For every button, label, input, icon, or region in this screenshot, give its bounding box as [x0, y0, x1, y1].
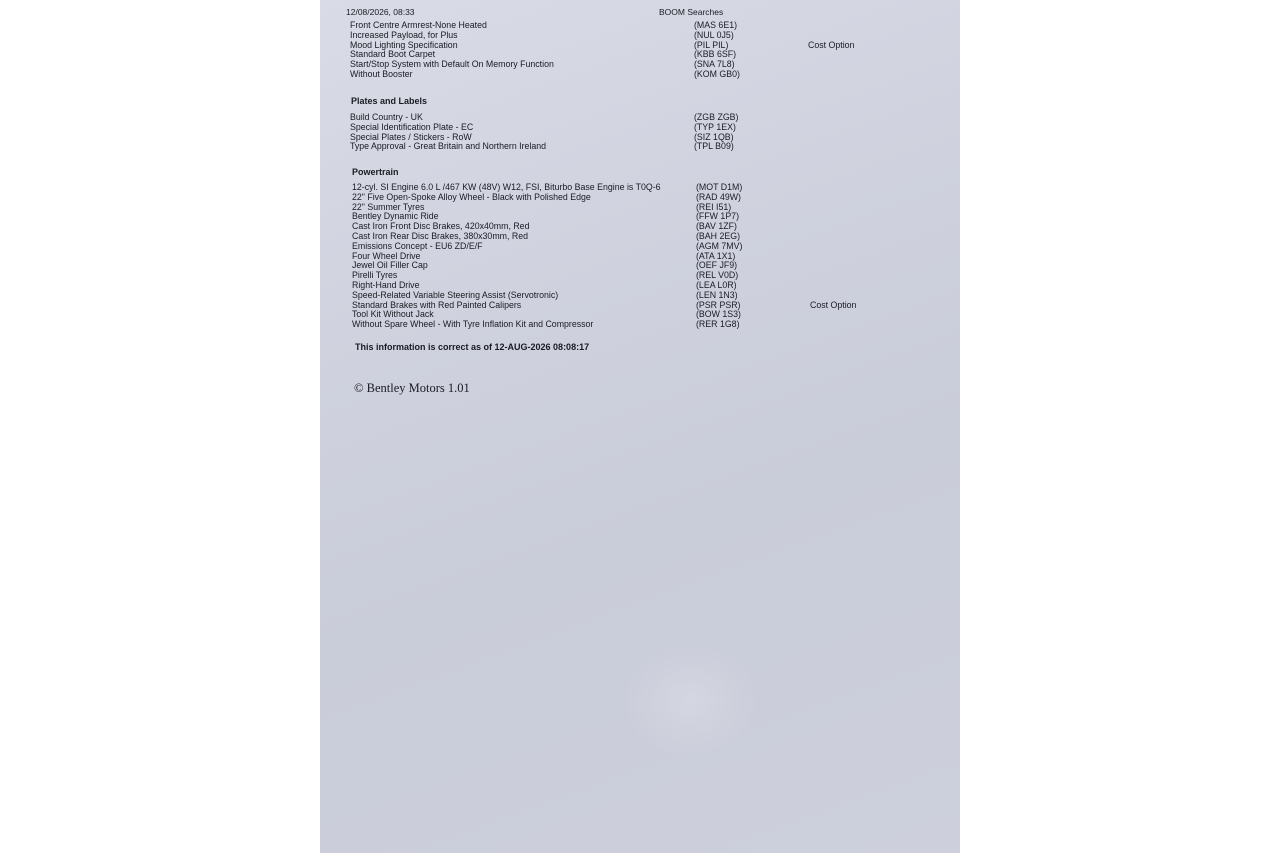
- option-code: (KOM GB0): [694, 68, 740, 79]
- powertrain-options-list: [352, 183, 932, 330]
- option-code: (BAH 2EG): [696, 230, 740, 241]
- option-row: [350, 41, 930, 51]
- option-code: (PSR PSR): [696, 299, 741, 310]
- option-row: [352, 203, 932, 213]
- option-row: [352, 193, 932, 203]
- option-code: (BOW 1S3): [696, 309, 741, 320]
- option-code: (RER 1G8): [696, 319, 740, 330]
- option-description: Without Spare Wheel - With Tyre Inflation Kit and Compressor: [352, 319, 594, 330]
- option-code: (KBB 6SF): [694, 49, 737, 60]
- option-description: Right-Hand Drive: [352, 279, 420, 290]
- option-description: Build Country - UK: [350, 112, 423, 122]
- option-code: (BAV 1ZF): [696, 221, 737, 232]
- option-code: (TYP 1EX): [694, 121, 736, 132]
- option-description: Front Centre Armrest-None Heated: [350, 20, 487, 30]
- option-description: Speed-Related Variable Steering Assist (Servotronic): [352, 289, 559, 300]
- powertrain-heading: Powertrain: [352, 167, 399, 177]
- option-description: Mood Lighting Specification: [350, 39, 458, 50]
- cost-option-label: Cost Option: [808, 39, 855, 50]
- option-row: [352, 261, 932, 271]
- option-code: (MOT D1M): [696, 182, 743, 192]
- option-code: (SIZ 1QB): [694, 131, 734, 142]
- option-description: Without Booster: [350, 68, 413, 79]
- option-row: [352, 242, 932, 252]
- print-date: 12/08/2026, 08:33: [346, 7, 415, 17]
- option-description: Standard Brakes with Red Painted Calipers: [352, 299, 522, 310]
- option-row: [352, 252, 932, 262]
- option-description: 12-cyl. SI Engine 6.0 L /467 KW (48V) W12, FSI, Biturbo Base Engine is T0Q-6: [352, 182, 661, 192]
- option-code: (REL V0D): [696, 270, 739, 281]
- option-code: (PIL PIL): [694, 39, 729, 50]
- information-date-note: This information is correct as of 12-AUG-2026 08:08:17: [355, 342, 590, 352]
- option-code: (SNA 7L8): [694, 59, 735, 70]
- option-description: 22" Five Open-Spoke Alloy Wheel - Black with Polished Edge: [352, 191, 591, 202]
- plates-heading: Plates and Labels: [351, 96, 428, 106]
- interior-options-list: [350, 21, 930, 80]
- option-row: [352, 301, 932, 311]
- option-code: (FFW 1P7): [696, 211, 740, 222]
- option-description: Jewel Oil Filler Cap: [352, 260, 428, 271]
- option-code: (LEA L0R): [696, 279, 737, 290]
- option-row: [352, 271, 932, 281]
- print-title: BOOM Searches: [659, 7, 724, 17]
- option-code: (OEF JF9): [696, 260, 738, 271]
- paper-crease: [620, 640, 760, 760]
- option-code: (REI I51): [696, 201, 732, 212]
- cost-option-label: Cost Option: [810, 299, 857, 310]
- copyright-notice: © Bentley Motors 1.01: [354, 381, 470, 395]
- option-code: (TPL B09): [694, 141, 734, 152]
- option-description: 22" Summer Tyres: [352, 201, 425, 212]
- option-description: Increased Payload, for Plus: [350, 29, 458, 40]
- option-description: Bentley Dynamic Ride: [352, 211, 439, 222]
- option-description: Emissions Concept - EU6 ZD/E/F: [352, 240, 483, 251]
- option-description: Special Plates / Stickers - RoW: [350, 131, 472, 142]
- option-code: (ATA 1X1): [696, 250, 736, 261]
- option-description: Cast Iron Rear Disc Brakes, 380x30mm, Red: [352, 230, 529, 241]
- option-code: (MAS 6E1): [694, 20, 738, 30]
- option-code: (ZGB ZGB): [694, 112, 739, 122]
- option-description: Type Approval - Great Britain and Northern Ireland: [350, 141, 547, 152]
- option-row: [350, 142, 930, 152]
- option-code: (NUL 0J5): [694, 29, 734, 40]
- option-description: Special Identification Plate - EC: [350, 121, 474, 132]
- option-row: [350, 60, 930, 70]
- option-row: [352, 320, 932, 330]
- option-description: Four Wheel Drive: [352, 250, 421, 261]
- option-description: Pirelli Tyres: [352, 270, 398, 281]
- option-description: Start/Stop System with Default On Memory Function: [350, 59, 554, 70]
- option-description: Standard Boot Carpet: [350, 49, 436, 60]
- option-description: Cast Iron Front Disc Brakes, 420x40mm, Red: [352, 221, 530, 232]
- printed-page: [320, 0, 960, 853]
- plates-options-list: [350, 113, 930, 152]
- option-description: Tool Kit Without Jack: [352, 309, 434, 320]
- option-code: (AGM 7MV): [696, 240, 743, 251]
- option-code: (RAD 49W): [696, 191, 741, 202]
- option-code: (LEN 1N3): [696, 289, 738, 300]
- option-row: [350, 70, 930, 80]
